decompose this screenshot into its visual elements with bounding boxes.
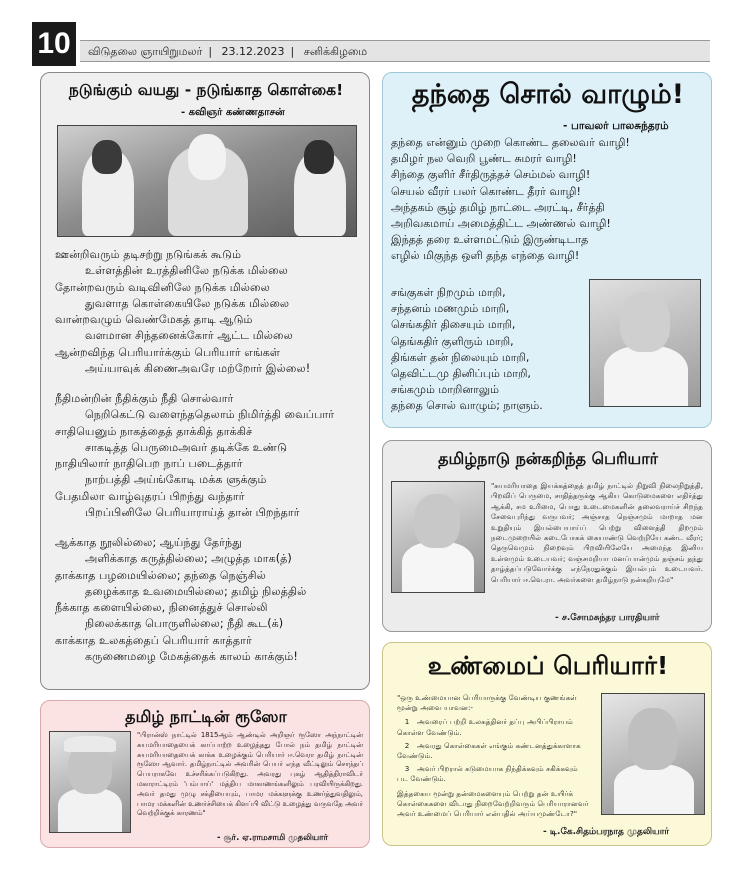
- poem-box-balasundaram: [382, 72, 712, 428]
- bharathiyar-portrait-photo: [391, 481, 485, 593]
- ramasamy-portrait-photo: [49, 731, 131, 833]
- article1-title: தமிழ்நாடு நன்கறிந்த பெரியார்: [438, 449, 658, 468]
- article-box-known-periyar: [382, 440, 712, 632]
- poem1-stanza3: ஆக்காத நூலில்லை; ஆய்ந்து தேர்ந்து அளிக்காத கருத்தில்லை; அழுத்த மாக(த்) தாக்காத பழமையில்லை; தந்தை நெஞ்சில் தழைக்காத உவமையில்லை; தமிழ் நிலத்தில் நீக்காத களையில்லை, நினைத்துச் சொல்லி நிலைக்காத பொருளில்லை; நீதி கூட(க்) காக்காத உலகத்தைப் பெரியார் காத்தார் கருணைமழை மேகத்தைக் காலம் காக்கும்!: [55, 536, 307, 664]
- poem2-title: தந்தை சொல் வாழும்!: [411, 79, 685, 110]
- poem1-stanza2: நீதிமன்றின் நீதிக்கும் நீதி சொல்வார் நெறிகெட்டு வளைந்ததெலாம் நிமிர்த்தி வைப்பார் சாதியெனும் நாகத்தைத் தாக்கித் தாக்கிச் சாகடித்த பெருமைஅவர் தடிக்கே உண்டு நாதியிலார் நாதிபெற நாப் படைத்தார் நாற்பத்தி அய்ங்கோடி மக்க ளுக்கும் பேதமிலா வாழ்வுதரப் பிறந்து வந்தார் பிறப்பினிலே பெரியாராய்த் தான் பிறந்தார்: [55, 392, 335, 520]
- publication-name: விடுதலை ஞாயிறுமலர்: [88, 45, 203, 58]
- article2-point: 2 அவரது கொள்கைகள் எங்கும் கண்டனத்துக்காளாக வேண்டும்.: [397, 740, 581, 761]
- article2-credit: - டி.கே.சிதம்பரநாத முதலியார்: [543, 827, 670, 837]
- article2-body: [397, 693, 589, 819]
- issue-day: சனிக்கிழமை: [303, 45, 368, 58]
- article2-point: 1 அவரைப் பற்றி உலகத்தினர் தப்பு அபிப்பிராயம் கொள்ள வேண்டும்.: [397, 717, 573, 737]
- page-header: [0, 0, 750, 70]
- poem1-author: - கவிஞர் கண்ணதாசன்: [181, 107, 285, 118]
- poem1-title: நடுங்கும் வயது - நடுங்காத கொள்கை!: [68, 81, 344, 99]
- header-bar: விடுதலை ஞாயிறுமலர் | 23.12.2023 | சனிக்கிழமை: [80, 40, 710, 62]
- article-box-true-periyar: [382, 642, 712, 846]
- mudaliar-portrait-photo: [601, 693, 705, 815]
- article2-closing: இத்தகைய மூன்று தன்மைகளையும் பெற்று தன் உயிர்க் கொள்கைகளை விடாது நிறைவேற்றிவரும் பெரியாரானவர் அவர் உண்மைப் பெரியார் என்பதில் அய்யமுண்டோ?": [397, 788, 589, 819]
- poem2-stanza1: தந்தை என்னும் முறை கொண்ட தலைவர் வாழி! தமிழர் நல வெறி பூண்ட சுமரர் வாழி! சிந்தை குளிர் சீர்திருத்தச் செம்மல் வாழி! செயல் வீரர் பலர் கொண்ட தீரர் வாழி! அந்தகம் சூழ் தமிழ் நாட்டை அரட்டி, சீர்த்தி அறிவகமாய் அமைத்திட்ட அண்ணல் வாழி! இந்தத் தரை உள்ளமட்டும் இருண்டிடாத எழில் மிகுந்த ஒளி தந்த எந்தை வாழி!: [391, 136, 630, 263]
- article3-credit: - சூர். ஏ.ராமசாமி முதலியார்: [217, 833, 329, 843]
- article1-credit: - ச.சோமசுந்தர பாரதியார்: [555, 613, 660, 623]
- article3-text: "பிரான்ஸ் நாட்டில் 1815ஆம் ஆண்டில் அறிஞர் ரூஸோ அந்நாட்டின் சுயமரியாதையைக் காப்பாற்ற உழைத்தது போல் நம் தமிழ் நாட்டின் சுயமரியாதையைக் காக்க உழைக்கும் பெரியார் ஈ.வெரா தமிழ் நாட்டின் ரூஸோ ஆவார். தமிழ்நாட்டில் அவரின் பெயர் எந்த வீட்டிலும் சொந்தப் பெயராகவே உச்சரிக்கப்படுகிறது. அவரது புகழ் ஆதித்திராவிடர் மகாராட்டிரம் 'பம்பாய்' மத்திய மாகாணங்களிலும் பரவியிருக்கிறது. அவர் தமது முழு சக்தியையும், பாமர மக்களுக்கு உணர்த்துவதிலும், பாமர மக்களின் உணர்ச்சியைக் கிளப்பி விட்டு உழைத்து வருவதே அவர் வெற்றிக்குக் காரணம்": [137, 731, 363, 818]
- poem-box-kannadasan: [40, 72, 370, 690]
- page-number: 10: [32, 22, 76, 66]
- article1-text: "சுயமரியாதை இயக்கத்தைத் தமிழ் நாட்டில் நிறுவி நிலைநிறுத்தி, பிறவிப் பெருமை, சாதித்தருக்கு ஆகிய கொடுமைகளை எதிர்த்து ஆக்கி, சம உரிமை, பொது உடைமைகளின் தலைவராய்ச் சிறந்த சேவைபுரிந்து வருபவர்; அஞ்சாத நெஞ்சமும் மாறாத மன உறுதியும் இயல்பையாய்ப் பெற்று விளைத்தி திறமும் நடைமுறையில் கடைபோகக் கையாண்டு வெற்றியே கண்ட வீரர்; தெருவெமும் நிறைவும் பிறவியிலேயே அமைந்த இனிய உள்ளமும் உடையவர்; வஞ்சமறியா மனப்பான்மும் தஞ்சம் தந்து தாழ்த்தப்படுவோர்க்கு எந்நேரதுக்கும் இயல்பும் உடையவர். பெரியார் ஈ.வெ.ரா. அவர்களை தமிழ்நாடு நன்கறியுமே": [491, 481, 703, 584]
- article-box-rousseau: [40, 700, 370, 848]
- poem2-author: - பாவலர் பாலசுந்தரம்: [563, 120, 669, 132]
- poet-portrait-photo: [589, 279, 701, 407]
- article2-title: உண்மைப் பெரியார்!: [427, 651, 669, 680]
- group-photo: [57, 125, 357, 237]
- issue-date: 23.12.2023: [221, 45, 285, 58]
- article3-title: தமிழ் நாட்டின் ரூஸோ: [125, 707, 287, 726]
- article2-intro: "ஒரு உண்மையான பெரியாருக்கு வேண்டிய குணங்கள் மூன்று அவை யாவன:-: [397, 693, 577, 713]
- poem2-stanza2: சங்குகள் நிறமும் மாறி, சந்தனம் மணமும் மாறி, செங்கதிர் திசையும் மாறி, தெங்கதிர் குளிரும் மாறி, திங்கள் தன் நிலையும் மாறி, தெவிட்டமு தினிப்பும் மாறி, சங்கமும் மாறினாலும் தந்தை சொல் வாழும்; நாளும்.: [391, 286, 543, 413]
- poem1-stanza1: ஊன்றிவரும் தடிசற்று நடுங்கக் கூடும் உள்ளத்தின் உரத்தினிலே நடுக்க மில்லை தோன்றவரும் வடிவினிலே நடுக்க மில்லை துவளாத கொள்கையிலே நடுக்க மில்லை வான்றவழும் வெண்மேகத் தாடி ஆடும் வளமான சிந்தனைக்கோர் ஆட்ட மில்லை ஆன்றவிந்த பெரியார்க்கும் பெரியார் எங்கள் அய்யாவுக் கிணைஅவரே மற்றோர் இல்லை!: [55, 248, 311, 376]
- article2-point: 3 அவர் பிறரால் கடுமையாக நிந்திக்கவும் சகிக்கவும் பட வேண்டும்.: [397, 764, 578, 784]
